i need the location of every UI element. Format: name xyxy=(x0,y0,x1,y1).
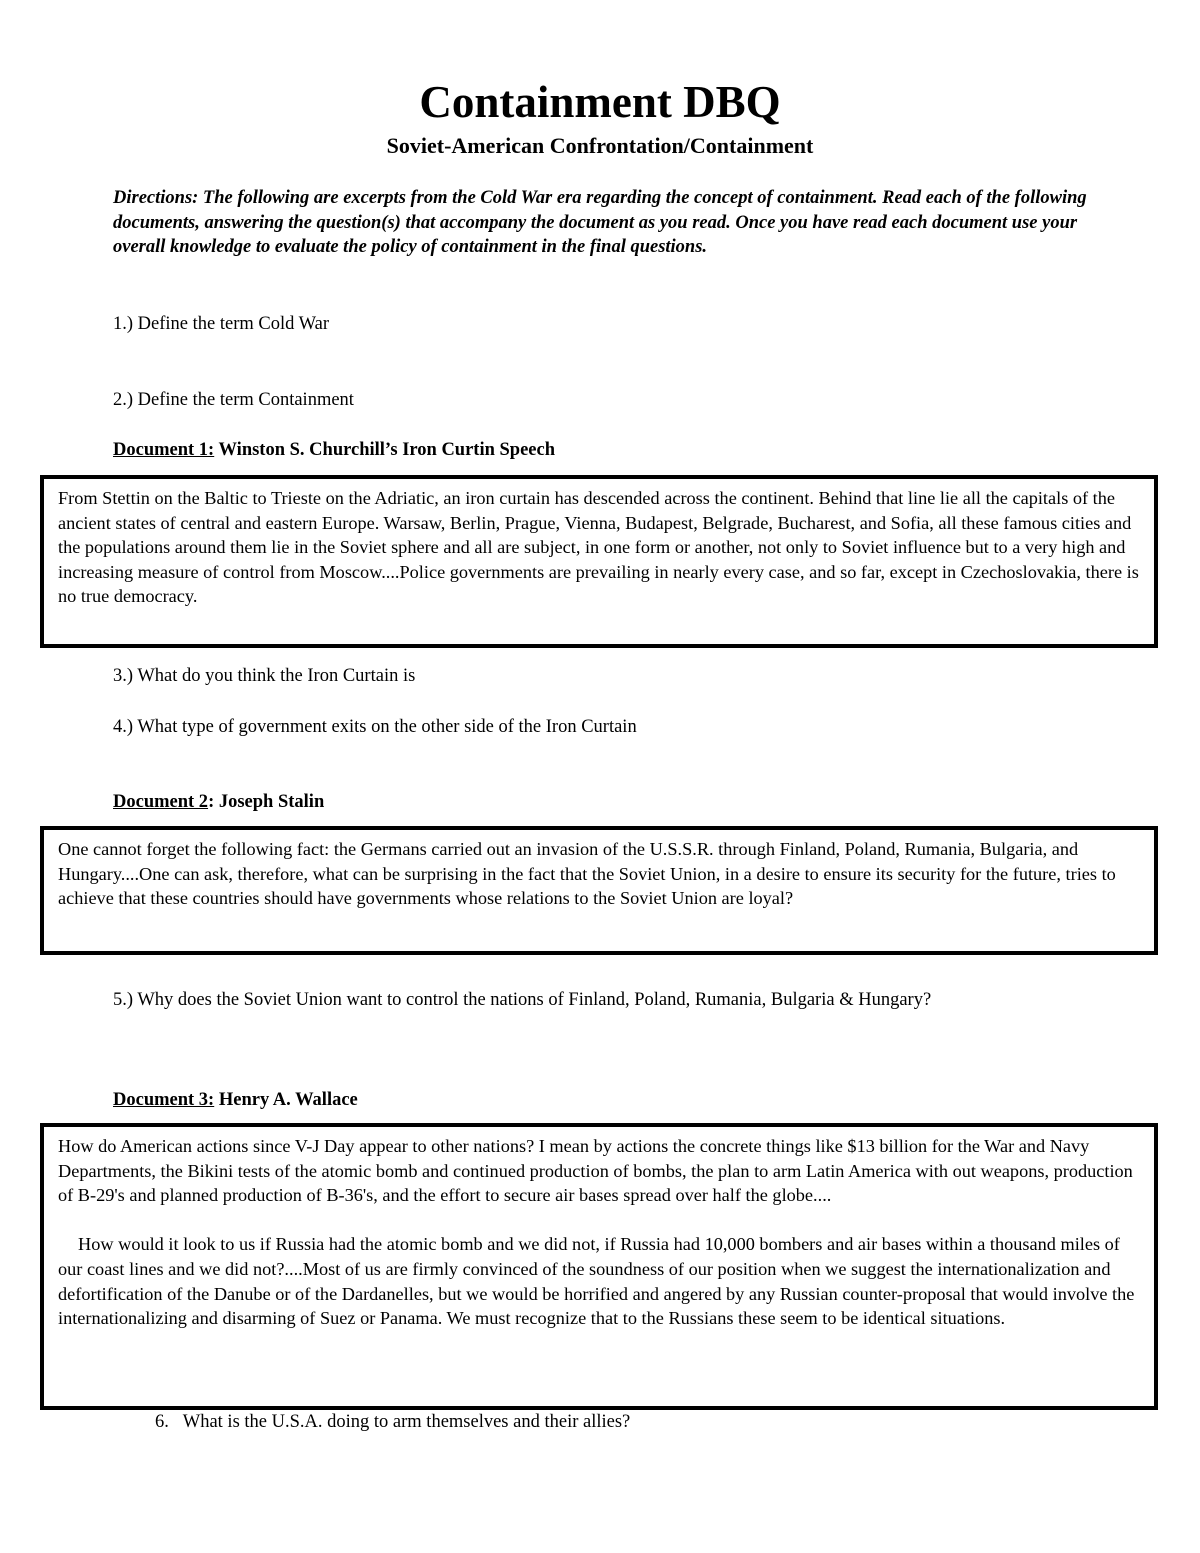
question-2: 2.) Define the term Containment xyxy=(113,390,354,410)
page-subtitle: Soviet-American Confrontation/Containment xyxy=(386,133,814,158)
document-1-label: Document 1: xyxy=(113,440,215,460)
page-title: Containment DBQ xyxy=(419,77,781,127)
question-3: 3.) What do you think the Iron Curtain is xyxy=(113,666,416,686)
document-1-paragraph: From Stettin on the Baltic to Trieste on the Adriatic, an iron curtain has descended across the continent. Behind that line lie all the capitals of the ancient states of central and eastern Europe. Warsaw, Berlin, Prague, Vienna, Budapest, Belgrade, Bucharest, and Sofia, all these famous cities and the populations around them lie in the Soviet sphere and all are subject, in one form or another, not only to Soviet influence but to a very high and increasing measure of control from Moscow....Police governments are prevailing in nearly every case, and so far, except in Czechoslovakia, there is no true democracy. xyxy=(58,488,1139,607)
document-1-title: Winston S. Churchill’s Iron Curtin Speech xyxy=(214,440,556,460)
question-5: 5.) Why does the Soviet Union want to control the nations of Finland, Poland, Rumania, Bulgaria & Hungary? xyxy=(113,990,932,1010)
document-2-paragraph: One cannot forget the following fact: the Germans carried out an invasion of the U.S.S.R. through Finland, Poland, Rumania, Bulgaria, and Hungary....One can ask, therefore, what can be surprising in the fact that the Soviet Union, in a desire to ensure its security for the future, tries to achieve that these countries should have governments whose relations to the Soviet Union are loyal? xyxy=(58,839,1116,909)
question-4: 4.) What type of government exits on the other side of the Iron Curtain xyxy=(113,717,637,737)
document-3-paragraph-1: How do American actions since V-J Day appear to other nations? I mean by actions the concrete things like $13 billion for the War and Navy Departments, the Bikini tests of the atomic bomb and continued production of bombs, the plan to arm Latin America with out weapons, production of B-29's and planned production of B-36's, and the effort to secure air bases spread over half the globe.... xyxy=(58,1136,1133,1206)
question-1: 1.) Define the term Cold War xyxy=(113,314,329,334)
document-3-title: Henry A. Wallace xyxy=(214,1090,358,1110)
document-3-heading xyxy=(113,1088,358,1112)
question-6: 6. What is the U.S.A. doing to arm themselves and their allies? xyxy=(155,1412,631,1432)
directions-text: Directions: The following are excerpts from the Cold War era regarding the concept of containment. Read each of the following documents, answering the question(s) that accompany the document as you read. Once you have read each document use your overall knowledge to evaluate the policy of containment in the final questions. xyxy=(113,188,1087,257)
document-3-label: Document 3: xyxy=(113,1090,215,1110)
document-1-box xyxy=(40,475,1158,648)
document-2-box xyxy=(40,826,1158,955)
document-1-heading xyxy=(113,438,555,462)
document-2-label: Document 2 xyxy=(113,792,209,812)
document-2-heading xyxy=(113,790,324,814)
document-3-paragraph-2: How would it look to us if Russia had the atomic bomb and we did not, if Russia had 10,000 bombers and air bases within a thousand miles of our coast lines and we did not?....Most of us are firmly convinced of the soundness of our position when we suggest the internationalization and defortification of the Danube or of the Dardanelles, but we would be horrified and angered by any Russian counter-proposal that would involve the internationalizing and disarming of Suez or Panama. We must recognize that to the Russians these seem to be identical situations. xyxy=(58,1234,1135,1329)
document-3-box xyxy=(40,1123,1158,1410)
document-2-title: : Joseph Stalin xyxy=(208,792,325,812)
